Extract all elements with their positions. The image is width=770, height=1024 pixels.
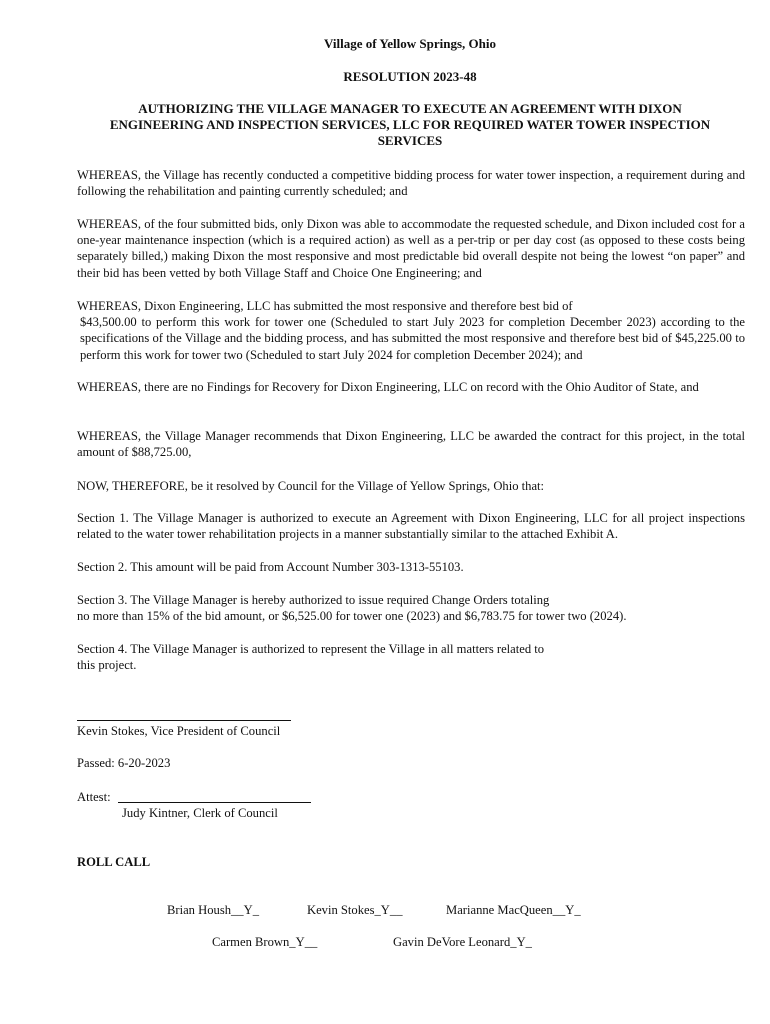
resolution-title-line: SERVICES bbox=[377, 133, 443, 148]
whereas-3-body: $43,500.00 to perform this work for tower one (Scheduled to start July 2023 for completion December 2023) according to the specifications of the Village and the bidding process, and has submitted the most responsive and therefore best bid of $45,225.00 to perform this work for tower two (Scheduled to start July 2024 for completion December 2024); and bbox=[80, 315, 745, 362]
section-4-line-2: this project. bbox=[77, 658, 137, 672]
resolution-title-line: AUTHORIZING THE VILLAGE MANAGER TO EXECUTE AN AGREEMENT WITH DIXON bbox=[138, 101, 682, 116]
whereas-paragraph-3 bbox=[77, 298, 745, 363]
whereas-paragraph-5: WHEREAS, the Village Manager recommends that Dixon Engineering, LLC be awarded the contract for this project, in the total amount of $88,725.00, bbox=[77, 429, 745, 460]
section-2: Section 2. This amount will be paid from Account Number 303-1313-55103. bbox=[77, 560, 464, 574]
roll-call-entry: Carmen Brown_Y__ bbox=[212, 935, 318, 949]
roll-call-heading: ROLL CALL bbox=[77, 855, 151, 869]
section-1: Section 1. The Village Manager is authorized to execute an Agreement with Dixon Engineering, LLC for all project inspections related to the water tower rehabilitation projects in a manner substantially similar to the attached Exhibit A. bbox=[77, 511, 745, 542]
whereas-paragraph-2: WHEREAS, of the four submitted bids, only Dixon was able to accommodate the requested schedule, and Dixon included cost for a one-year maintenance inspection (which is a required action) as well as a per-trip or per day cost (as opposed to these costs being separately billed,) making Dixon the most responsive and most predictable bid overall despite not being the lowest “on paper” and their bid has been vetted by both Village Staff and Choice One Engineering; and bbox=[77, 217, 745, 280]
whereas-3-first-line: WHEREAS, Dixon Engineering, LLC has submitted the most responsive and therefore best bid of bbox=[77, 299, 573, 313]
roll-call-entry: Gavin DeVore Leonard_Y_ bbox=[393, 935, 532, 949]
signature-line bbox=[77, 720, 291, 721]
section-4-line-1: Section 4. The Village Manager is authorized to represent the Village in all matters related to bbox=[77, 642, 545, 656]
village-heading: Village of Yellow Springs, Ohio bbox=[323, 36, 497, 51]
whereas-paragraph-1: WHEREAS, the Village has recently conducted a competitive bidding process for water tower inspection, a requirement during and following the rehabilitation and painting currently scheduled; and bbox=[77, 168, 745, 199]
vice-president-signer: Kevin Stokes, Vice President of Council bbox=[77, 724, 281, 738]
resolution-title bbox=[70, 101, 750, 149]
attest-label: Attest: bbox=[77, 790, 111, 804]
attest-signature-line bbox=[118, 802, 311, 803]
section-3-line-2: no more than 15% of the bid amount, or $6,525.00 for tower one (2023) and $6,783.75 for tower two (2024). bbox=[77, 609, 627, 623]
section-3-line-1: Section 3. The Village Manager is hereby authorized to issue required Change Orders totaling bbox=[77, 593, 550, 607]
now-therefore-clause: NOW, THEREFORE, be it resolved by Council for the Village of Yellow Springs, Ohio that: bbox=[77, 479, 545, 493]
roll-call-entry: Kevin Stokes_Y__ bbox=[307, 903, 403, 917]
resolution-number: RESOLUTION 2023-48 bbox=[343, 69, 477, 84]
roll-call-entry: Marianne MacQueen__Y_ bbox=[446, 903, 581, 917]
whereas-paragraph-4: WHEREAS, there are no Findings for Recovery for Dixon Engineering, LLC on record with the Ohio Auditor of State, and bbox=[77, 380, 699, 394]
roll-call-entry: Brian Housh__Y_ bbox=[167, 903, 259, 917]
resolution-title-line: ENGINEERING AND INSPECTION SERVICES, LLC FOR REQUIRED WATER TOWER INSPECTION bbox=[109, 117, 711, 132]
clerk-name: Judy Kintner, Clerk of Council bbox=[122, 806, 278, 820]
passed-date: Passed: 6-20-2023 bbox=[77, 756, 171, 770]
